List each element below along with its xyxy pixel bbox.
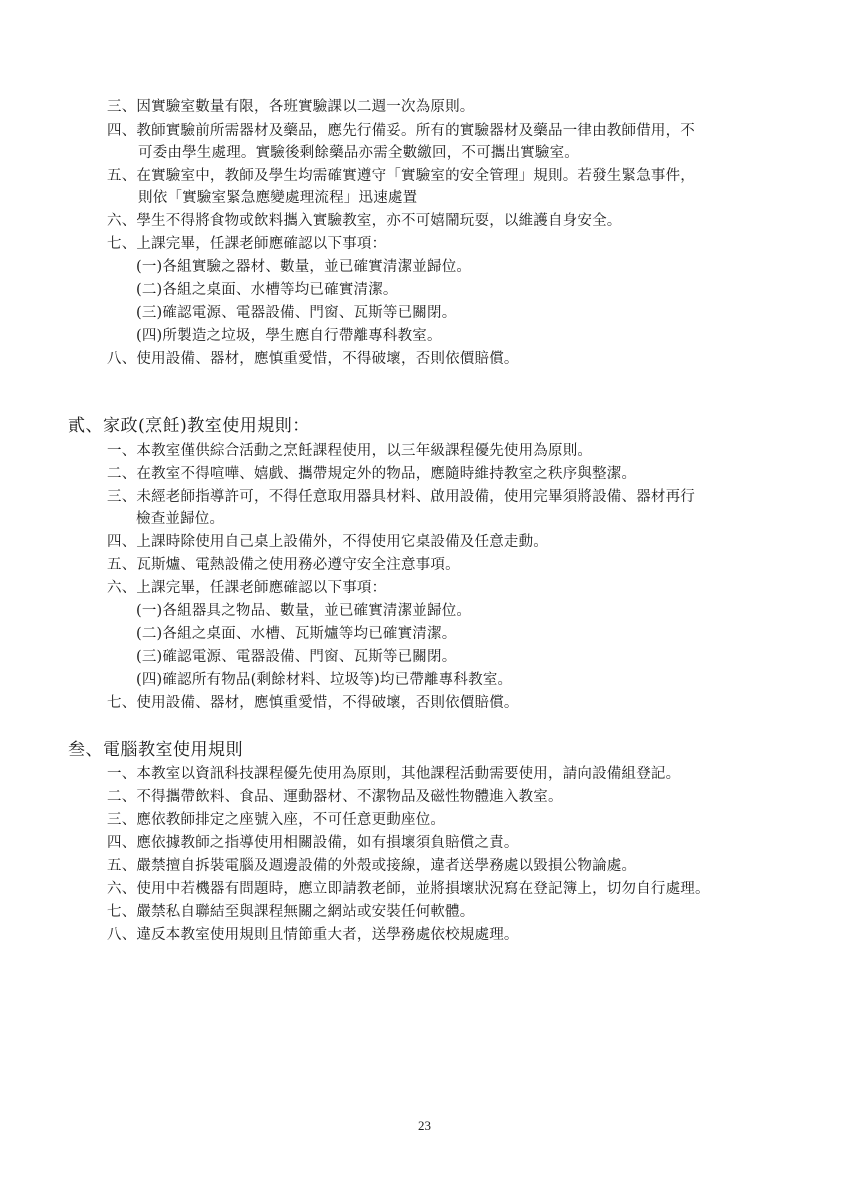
list-item: 三、因實驗室數量有限，各班實驗課以二週一次為原則。 — [107, 99, 475, 115]
sub-list-item: (一)各組器具之物品、數量，並已確實清潔並歸位。 — [136, 603, 472, 619]
list-item: 一、本教室以資訊科技課程優先使用為原則，其他課程活動需要使用，請向設備組登記。 — [107, 766, 681, 782]
section-heading: 貳、家政(烹飪)教室使用規則： — [68, 416, 310, 436]
sub-list-item: (二)各組之桌面、水槽等均已確實清潔。 — [136, 282, 398, 298]
sub-list-item: (三)確認電源、電器設備、門窗、瓦斯等已關閉。 — [136, 305, 457, 321]
list-item-continuation: 則依「實驗室緊急應變處理流程」迅速處置 — [138, 190, 418, 206]
list-item: 一、本教室僅供綜合活動之烹飪課程使用，以三年級課程優先使用為原則。 — [107, 443, 593, 459]
sub-list-item: (二)各組之桌面、水槽、瓦斯爐等均已確實清潔。 — [136, 626, 457, 642]
list-item: 四、教師實驗前所需器材及藥品，應先行備妥。所有的實驗器材及藥品一律由教師借用，不 — [107, 123, 695, 139]
sub-list-item: (一)各組實驗之器材、數量，並已確實清潔並歸位。 — [136, 259, 472, 275]
list-item: 四、應依據教師之指導使用相關設備，如有損壞須負賠償之責。 — [107, 835, 519, 851]
list-item: 五、嚴禁擅自拆裝電腦及週邊設備的外殼或接線，違者送學務處以毀損公物論處。 — [107, 858, 637, 874]
sub-list-item: (三)確認電源、電器設備、門窗、瓦斯等已關閉。 — [136, 649, 457, 665]
list-item: 七、使用設備、器材，應慎重愛惜，不得破壞，否則依價賠償。 — [107, 695, 519, 711]
sub-list-item: (四)所製造之垃圾，學生應自行帶離專科教室。 — [136, 328, 442, 344]
list-item: 三、未經老師指導許可，不得任意取用器具材料、啟用設備，使用完畢須將設備、器材再行 — [107, 489, 695, 505]
list-item: 七、嚴禁私自聯結至與課程無關之網站或安裝任何軟體。 — [107, 904, 475, 920]
list-item: 二、在教室不得喧嘩、嬉戲、攜帶規定外的物品，應隨時維持教室之秩序與整潔。 — [107, 466, 637, 482]
list-item: 六、學生不得將食物或飲料攜入實驗教室，亦不可嬉鬧玩耍，以維護自身安全。 — [107, 213, 622, 229]
list-item: 四、上課時除使用自己桌上設備外，不得使用它桌設備及任意走動。 — [107, 534, 548, 550]
list-item: 五、在實驗室中，教師及學生均需確實遵守「實驗室的安全管理」規則。若發生緊急事件， — [107, 168, 695, 184]
list-item: 七、上課完畢，任課老師應確認以下事項： — [107, 236, 387, 252]
list-item: 八、使用設備、器材，應慎重愛惜，不得破壞，否則依價賠償。 — [107, 351, 519, 367]
list-item: 二、不得攜帶飲料、食品、運動器材、不潔物品及磁性物體進入教室。 — [107, 789, 563, 805]
list-item: 八、違反本教室使用規則且情節重大者，送學務處依校規處理。 — [107, 927, 519, 943]
section-heading: 叁、電腦教室使用規則 — [68, 740, 243, 760]
sub-list-item: (四)確認所有物品(剩餘材料、垃圾等)均已帶離專科教室。 — [136, 672, 513, 688]
list-item: 六、上課完畢，任課老師應確認以下事項： — [107, 580, 387, 596]
list-item-continuation: 檢查並歸位。 — [136, 511, 225, 527]
list-item: 五、瓦斯爐、電熱設備之使用務必遵守安全注意事項。 — [107, 557, 460, 573]
list-item-continuation: 可委由學生處理。實驗後剩餘藥品亦需全數繳回，不可攜出實驗室。 — [138, 145, 579, 161]
list-item: 三、應依教師排定之座號入座，不可任意更動座位。 — [107, 812, 446, 828]
list-item: 六、使用中若機器有問題時，應立即請教老師，並將損壞狀況寫在登記簿上，切勿自行處理。 — [107, 881, 710, 897]
page-number: 23 — [418, 1118, 431, 1133]
